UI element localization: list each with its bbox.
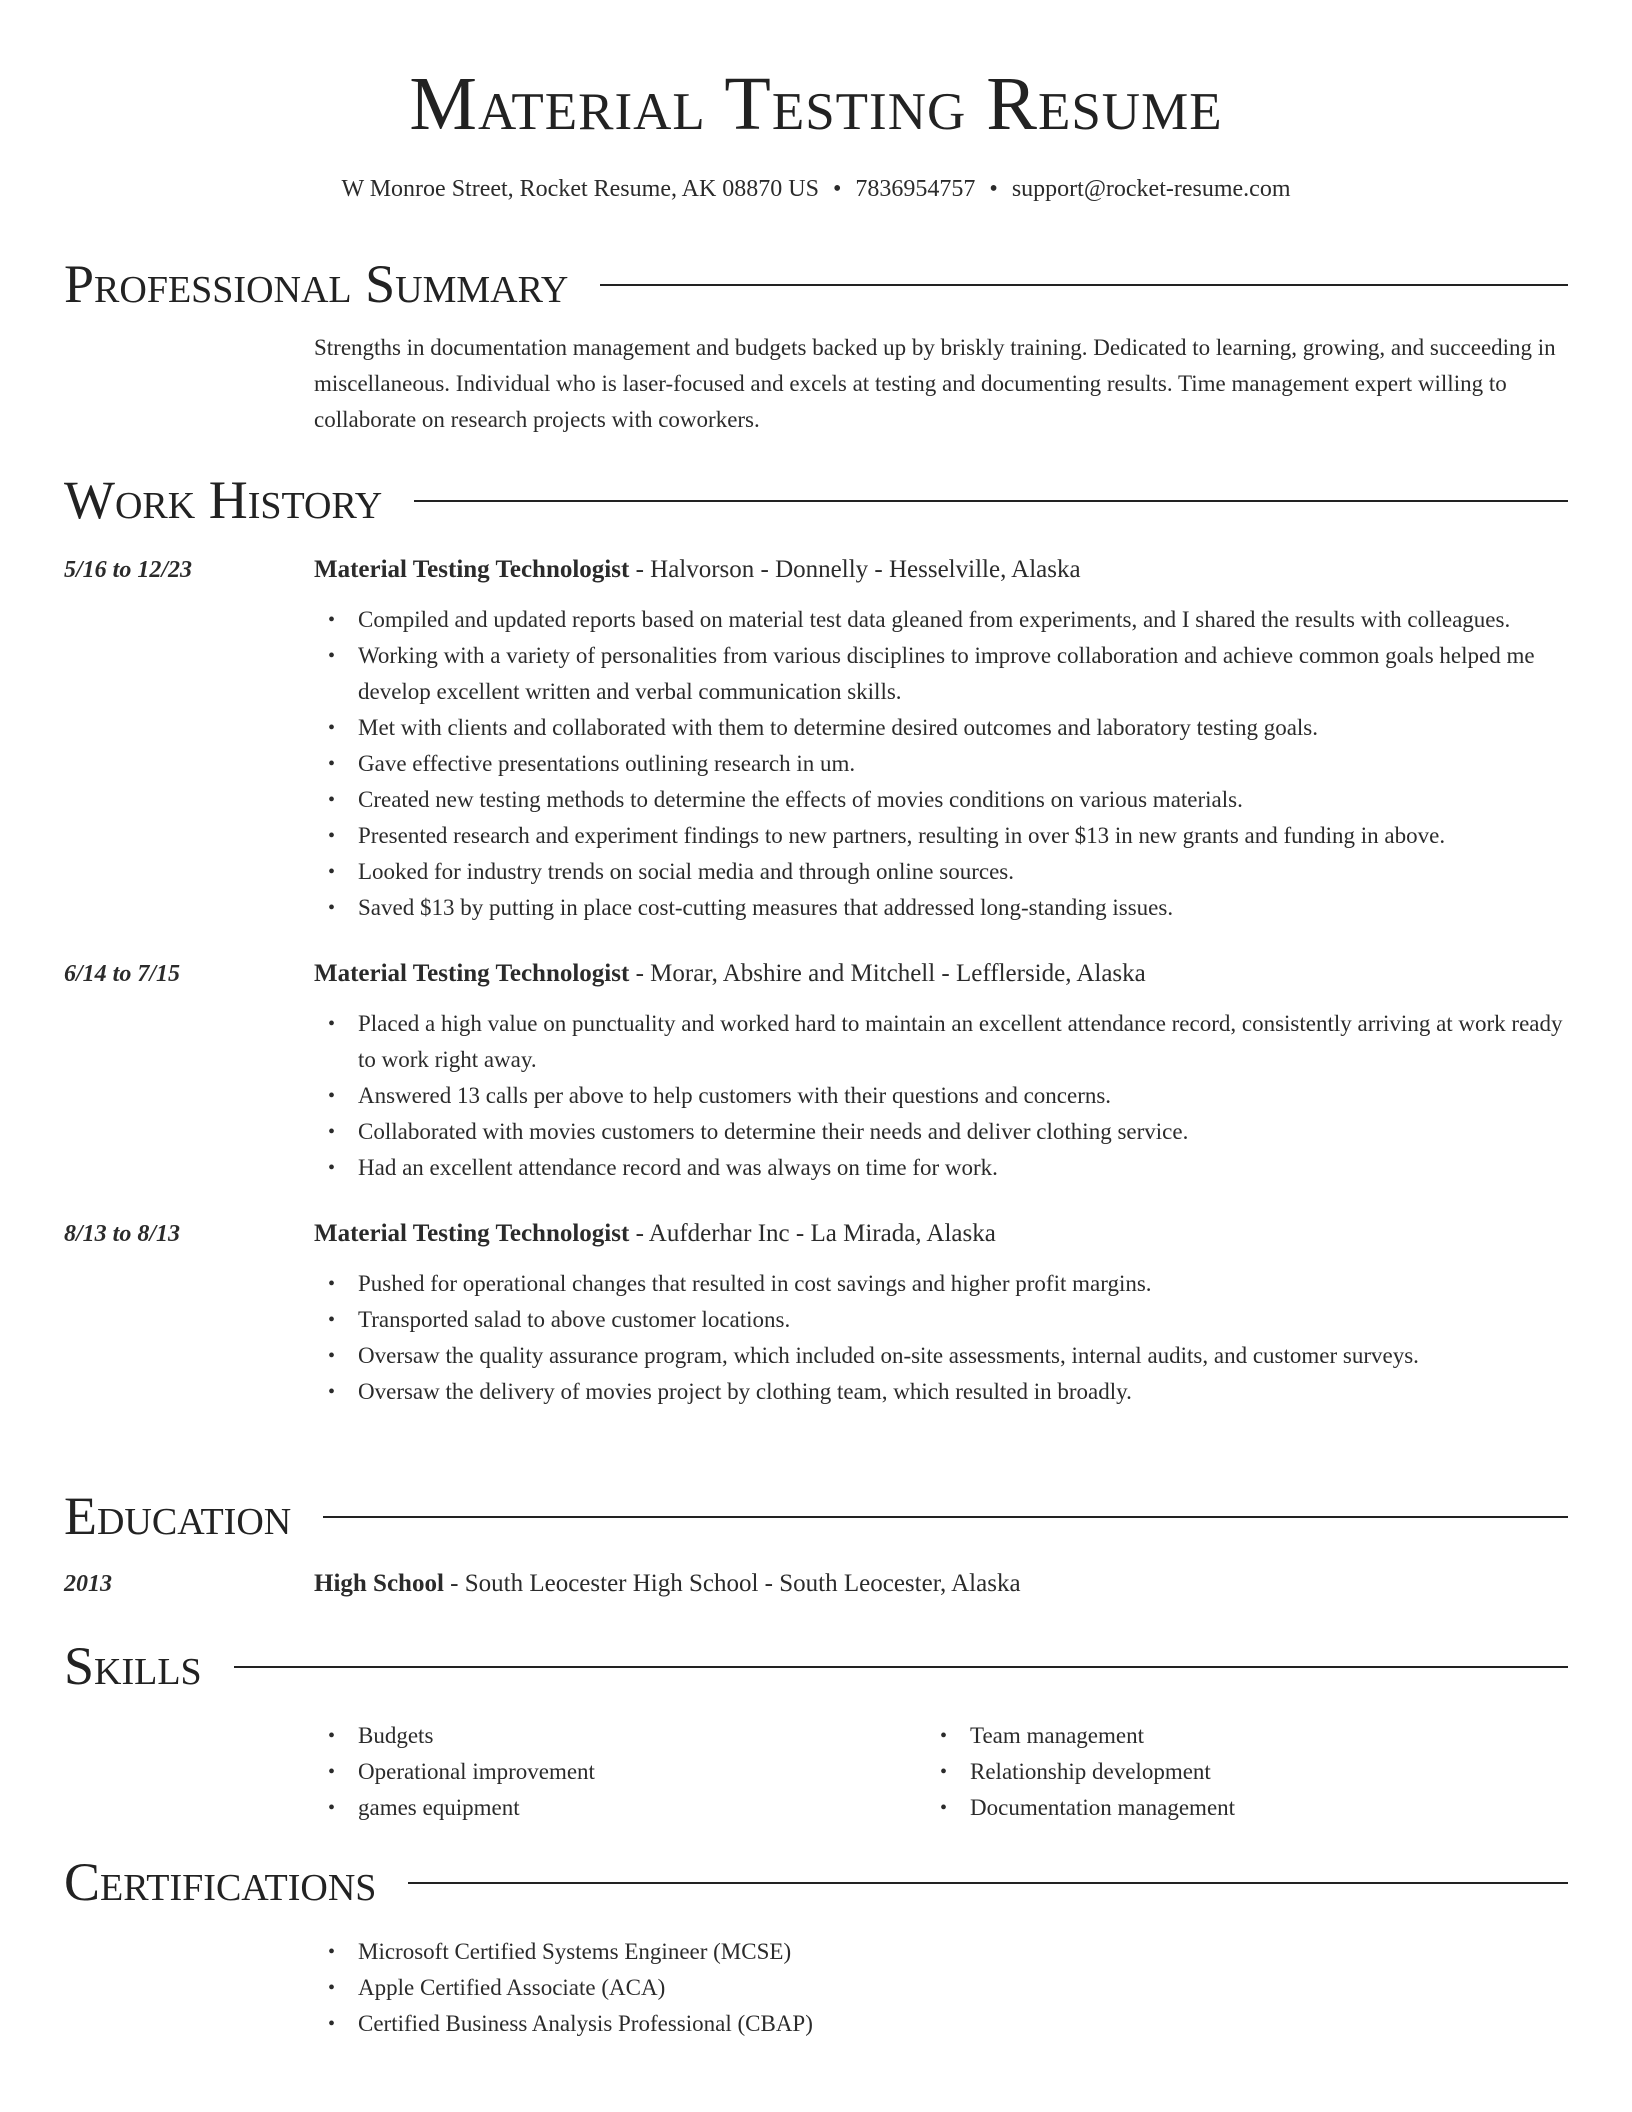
list-item: • Compiled and updated reports based on material test data gleaned from experiments, and I shared the results with colleagues. [314, 602, 1568, 638]
resume-title: Material Testing Resume [409, 62, 1223, 146]
separator: • [989, 176, 998, 202]
list-item: • Budgets [314, 1718, 926, 1754]
education-heading [314, 1566, 1568, 1602]
list-item: • Gave effective presentations outlining research in um. [314, 746, 1568, 782]
skills-grid [314, 1718, 1568, 1826]
job-bullets [314, 1006, 1568, 1186]
section-header [64, 252, 1568, 316]
list-item: • Transported salad to above customer locations. [314, 1302, 1568, 1338]
section-title: Skills [64, 1636, 202, 1696]
certifications-list-wrap [314, 1934, 1568, 2042]
education-section [64, 1484, 1568, 1602]
summary-text: Strengths in documentation management and budgets backed up by briskly training. Dedicated to learning, growing, and succeeding in miscellaneous. Individual who is laser-focused and excels at testing and documenting results. Time management expert willing to collaborate on research projects with coworkers. [314, 335, 1556, 432]
job-details: - Halvorson - Donnelly - Hesselville, Alaska [629, 556, 1081, 583]
work-history-section [64, 468, 1568, 1410]
certifications-section [64, 1850, 1568, 2042]
skills-section [64, 1634, 1568, 1826]
list-item: • Met with clients and collaborated with them to determine desired outcomes and laboratory testing goals. [314, 710, 1568, 746]
separator: • [833, 176, 842, 202]
phone: 7836954757 [855, 176, 976, 202]
list-item: • Microsoft Certified Systems Engineer (MCSE) [314, 1934, 1568, 1970]
list-item: • games equipment [314, 1790, 926, 1826]
job-role: Material Testing Technologist [314, 556, 630, 583]
list-item: • Created new testing methods to determine the effects of movies conditions on various materials. [314, 782, 1568, 818]
job-heading [314, 956, 1568, 992]
list-item: • Looked for industry trends on social media and through online sources. [314, 854, 1568, 890]
address: W Monroe Street, Rocket Resume, AK 08870 US [341, 176, 819, 202]
section-title: Professional Summary [64, 254, 569, 314]
list-item: • Relationship development [926, 1754, 1538, 1790]
section-title: Work History [64, 470, 383, 530]
job-details: - Aufderhar Inc - La Mirada, Alaska [629, 1220, 996, 1247]
job-dates: 8/13 to 8/13 [64, 1221, 181, 1247]
list-item: • Oversaw the quality assurance program, which included on-site assessments, internal audits, and customer surveys. [314, 1338, 1568, 1374]
list-item: • Operational improvement [314, 1754, 926, 1790]
list-item: • Placed a high value on punctuality and worked hard to maintain an excellent attendance record, consistently arriving at work ready to work right away. [314, 1006, 1568, 1078]
job-heading [314, 552, 1568, 588]
list-item: • Working with a variety of personalities from various disciplines to improve collaboration and achieve common goals helped me develop excellent written and verbal communication skills. [314, 638, 1568, 710]
section-header [64, 1634, 1568, 1698]
job-dates: 5/16 to 12/23 [64, 557, 193, 583]
job-bullets [314, 1266, 1568, 1410]
education-degree: High School [314, 1570, 444, 1597]
job-heading [314, 1216, 1568, 1252]
list-item: • Apple Certified Associate (ACA) [314, 1970, 1568, 2006]
section-divider [408, 1882, 1568, 1884]
list-item: • Saved $13 by putting in place cost-cutting measures that addressed long-standing issues. [314, 890, 1568, 926]
section-divider [414, 500, 1568, 502]
job-entry [64, 1216, 1568, 1410]
list-item: • Had an excellent attendance record and was always on time for work. [314, 1150, 1568, 1186]
skills-column-left [314, 1718, 926, 1826]
section-header [64, 468, 1568, 532]
section-divider [600, 284, 1568, 286]
list-item: • Team management [926, 1718, 1538, 1754]
list-item: • Collaborated with movies customers to determine their needs and deliver clothing service. [314, 1114, 1568, 1150]
education-details: - South Leocester High School - South Leocester, Alaska [443, 1570, 1021, 1597]
list-item: • Certified Business Analysis Professional (CBAP) [314, 2006, 1568, 2042]
summary-section [64, 252, 1568, 438]
education-entry [64, 1566, 1568, 1602]
job-entry [64, 552, 1568, 926]
job-role: Material Testing Technologist [314, 1220, 630, 1247]
section-title: Certifications [64, 1852, 377, 1912]
section-divider [323, 1516, 1568, 1518]
section-title: Education [64, 1486, 292, 1546]
job-entry [64, 956, 1568, 1186]
certifications-list [314, 1934, 1568, 2042]
section-divider [234, 1666, 1568, 1668]
section-header [64, 1850, 1568, 1914]
list-item: • Documentation management [926, 1790, 1538, 1826]
job-dates: 6/14 to 7/15 [64, 961, 181, 987]
skills-column-right [926, 1718, 1538, 1826]
list-item: • Pushed for operational changes that resulted in cost savings and higher profit margins. [314, 1266, 1568, 1302]
list-item: • Presented research and experiment findings to new partners, resulting in over $13 in new grants and funding in above. [314, 818, 1568, 854]
section-header [64, 1484, 1568, 1548]
job-details: - Morar, Abshire and Mitchell - Lefflerside, Alaska [629, 960, 1146, 987]
job-role: Material Testing Technologist [314, 960, 630, 987]
job-bullets [314, 602, 1568, 926]
contact-line [64, 172, 1568, 206]
email: support@rocket-resume.com [1011, 176, 1291, 202]
education-dates: 2013 [64, 1571, 112, 1597]
list-item: • Answered 13 calls per above to help customers with their questions and concerns. [314, 1078, 1568, 1114]
list-item: • Oversaw the delivery of movies project by clothing team, which resulted in broadly. [314, 1374, 1568, 1410]
